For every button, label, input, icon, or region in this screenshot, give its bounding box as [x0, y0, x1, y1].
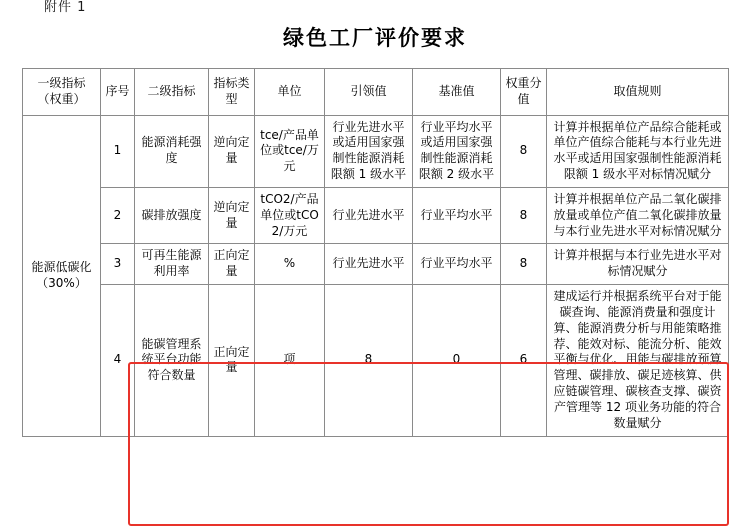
row-4-indicator: 能碳管理系统平台功能符合数量 — [135, 285, 209, 436]
table-header-row — [23, 69, 729, 116]
row-2-leading: 行业先进水平 — [325, 187, 413, 243]
row-4-rule: 建成运行并根据系统平台对于能碳查询、能源消费量和强度计算、能源消费分析与用能策略推荐、能效对标、能流分析、能效平衡与优化、用能与碳排放预算管理、碳排放、碳足迹核算、供应链碳管理、碳核查支撑、碳资产管理等 12 项业务功能的符合数量赋分 — [547, 285, 729, 436]
row-4-weight: 6 — [501, 285, 547, 436]
header-secondary-indicator: 二级指标 — [135, 69, 209, 116]
header-weight-score: 权重分值 — [501, 69, 547, 116]
header-scoring-rule: 取值规则 — [547, 69, 729, 116]
row-1-leading: 行业先进水平或适用国家强制性能源消耗限额 1 级水平 — [325, 115, 413, 187]
row-3-weight: 8 — [501, 244, 547, 285]
table-row — [23, 244, 729, 285]
row-3-leading: 行业先进水平 — [325, 244, 413, 285]
row-3-baseline: 行业平均水平 — [413, 244, 501, 285]
header-baseline-value: 基准值 — [413, 69, 501, 116]
row-1-type: 逆向定量 — [209, 115, 255, 187]
row-2-weight: 8 — [501, 187, 547, 243]
row-1-weight: 8 — [501, 115, 547, 187]
row-3-rule: 计算并根据与本行业先进水平对标情况赋分 — [547, 244, 729, 285]
header-primary-indicator: 一级指标（权重） — [23, 69, 101, 116]
row-4-no: 4 — [101, 285, 135, 436]
header-unit: 单位 — [255, 69, 325, 116]
row-2-type: 逆向定量 — [209, 187, 255, 243]
row-2-indicator: 碳排放强度 — [135, 187, 209, 243]
row-4-leading: 8 — [325, 285, 413, 436]
row-1-no: 1 — [101, 115, 135, 187]
row-4-unit: 项 — [255, 285, 325, 436]
row-1-rule: 计算并根据单位产品综合能耗或单位产值综合能耗与本行业先进水平或适用国家强制性能源消耗限额 1 级水平对标情况赋分 — [547, 115, 729, 187]
row-1-baseline: 行业平均水平或适用国家强制性能源消耗限额 2 级水平 — [413, 115, 501, 187]
attachment-label: 附件 1 — [44, 0, 87, 15]
row-1-unit: tce/产品单位或tce/万元 — [255, 115, 325, 187]
table-row — [23, 285, 729, 436]
table-row — [23, 187, 729, 243]
requirements-table-wrapper — [22, 68, 728, 437]
row-4-baseline: 0 — [413, 285, 501, 436]
row-2-unit: tCO2/产品单位或tCO2/万元 — [255, 187, 325, 243]
requirements-table — [22, 68, 729, 437]
page-title: 绿色工厂评价要求 — [283, 25, 467, 50]
table-row — [23, 115, 729, 187]
category-cell-energy-low-carbon: 能源低碳化（30%） — [23, 115, 101, 436]
row-3-unit: % — [255, 244, 325, 285]
row-2-no: 2 — [101, 187, 135, 243]
header-sequence: 序号 — [101, 69, 135, 116]
row-3-indicator: 可再生能源利用率 — [135, 244, 209, 285]
row-3-type: 正向定量 — [209, 244, 255, 285]
row-2-rule: 计算并根据单位产品二氧化碳排放量或单位产值二氧化碳排放量与本行业先进水平对标情况赋分 — [547, 187, 729, 243]
row-1-indicator: 能源消耗强度 — [135, 115, 209, 187]
row-4-type: 正向定量 — [209, 285, 255, 436]
header-leading-value: 引领值 — [325, 69, 413, 116]
row-3-no: 3 — [101, 244, 135, 285]
header-indicator-type: 指标类型 — [209, 69, 255, 116]
row-2-baseline: 行业平均水平 — [413, 187, 501, 243]
